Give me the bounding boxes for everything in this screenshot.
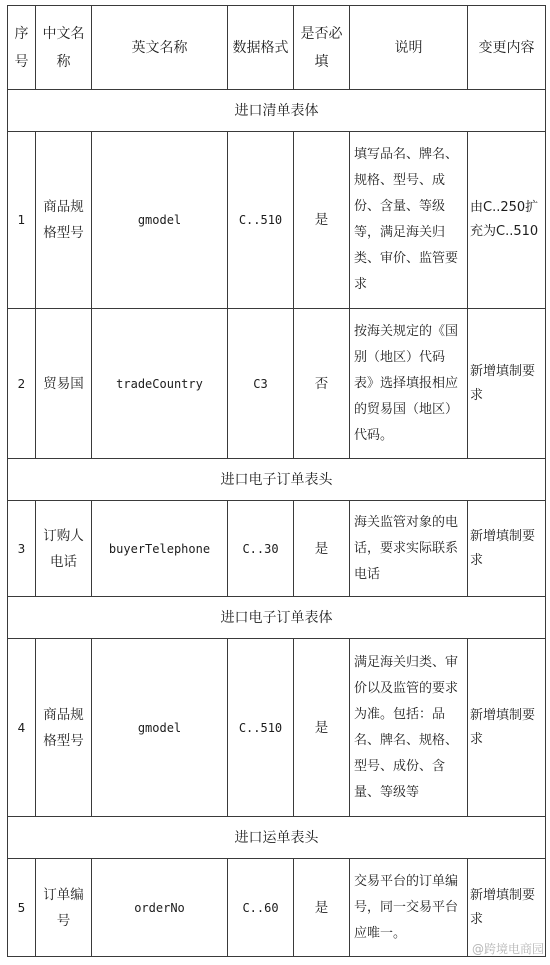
header-change: 变更内容 [468, 6, 546, 90]
cell-en-name: tradeCountry [92, 309, 228, 459]
cell-en-name: buyerTelephone [92, 501, 228, 597]
cell-seq: 1 [8, 132, 36, 309]
section-title: 进口电子订单表头 [8, 459, 546, 501]
table-row [8, 132, 546, 309]
cell-format: C..30 [228, 501, 294, 597]
regulation-table [7, 5, 546, 957]
section-title: 进口清单表体 [8, 90, 546, 132]
cell-en-name: orderNo [92, 859, 228, 957]
cell-required: 是 [294, 132, 350, 309]
section-row [8, 817, 546, 859]
cell-seq: 2 [8, 309, 36, 459]
header-format: 数据格式 [228, 6, 294, 90]
cell-desc: 海关监管对象的电话，要求实际联系电话 [350, 501, 468, 597]
table-row [8, 309, 546, 459]
cell-change: 新增填制要求 [468, 859, 546, 957]
cell-en-name: gmodel [92, 639, 228, 817]
cell-cn-name: 商品规格型号 [36, 132, 92, 309]
cell-cn-name: 订购人电话 [36, 501, 92, 597]
section-row [8, 90, 546, 132]
header-en-name: 英文名称 [92, 6, 228, 90]
watermark: @跨境电商园 [471, 942, 544, 956]
cell-format: C..510 [228, 639, 294, 817]
cell-format: C..510 [228, 132, 294, 309]
header-seq: 序号 [8, 6, 36, 90]
cell-required: 否 [294, 309, 350, 459]
cell-required: 是 [294, 859, 350, 957]
cell-cn-name: 商品规格型号 [36, 639, 92, 817]
cell-seq: 5 [8, 859, 36, 957]
cell-seq: 3 [8, 501, 36, 597]
cell-change: 新增填制要求 [468, 309, 546, 459]
cell-desc: 交易平台的订单编号，同一交易平台应唯一。 [350, 859, 468, 957]
header-row [8, 6, 546, 90]
cell-change: 由C..250扩充为C..510 [468, 132, 546, 309]
section-row [8, 597, 546, 639]
table-row [8, 501, 546, 597]
cell-desc: 按海关规定的《国别（地区）代码表》选择填报相应的贸易国（地区）代码。 [350, 309, 468, 459]
cell-cn-name: 贸易国 [36, 309, 92, 459]
header-required: 是否必填 [294, 6, 350, 90]
cell-change: 新增填制要求 [468, 639, 546, 817]
cell-format: C3 [228, 309, 294, 459]
cell-required: 是 [294, 639, 350, 817]
cell-desc: 满足海关归类、审价以及监管的要求为准。包括：品名、牌名、规格、型号、成份、含量、等级等 [350, 639, 468, 817]
cell-format: C..60 [228, 859, 294, 957]
cell-en-name: gmodel [92, 132, 228, 309]
header-cn-name: 中文名称 [36, 6, 92, 90]
cell-seq: 4 [8, 639, 36, 817]
section-row [8, 459, 546, 501]
section-title: 进口运单表头 [8, 817, 546, 859]
cell-desc: 填写品名、牌名、规格、型号、成份、含量、等级等，满足海关归类、审价、监管要求 [350, 132, 468, 309]
header-desc: 说明 [350, 6, 468, 90]
cell-cn-name: 订单编号 [36, 859, 92, 957]
cell-required: 是 [294, 501, 350, 597]
table-row [8, 639, 546, 817]
cell-change: 新增填制要求 [468, 501, 546, 597]
table-row [8, 859, 546, 957]
section-title: 进口电子订单表体 [8, 597, 546, 639]
